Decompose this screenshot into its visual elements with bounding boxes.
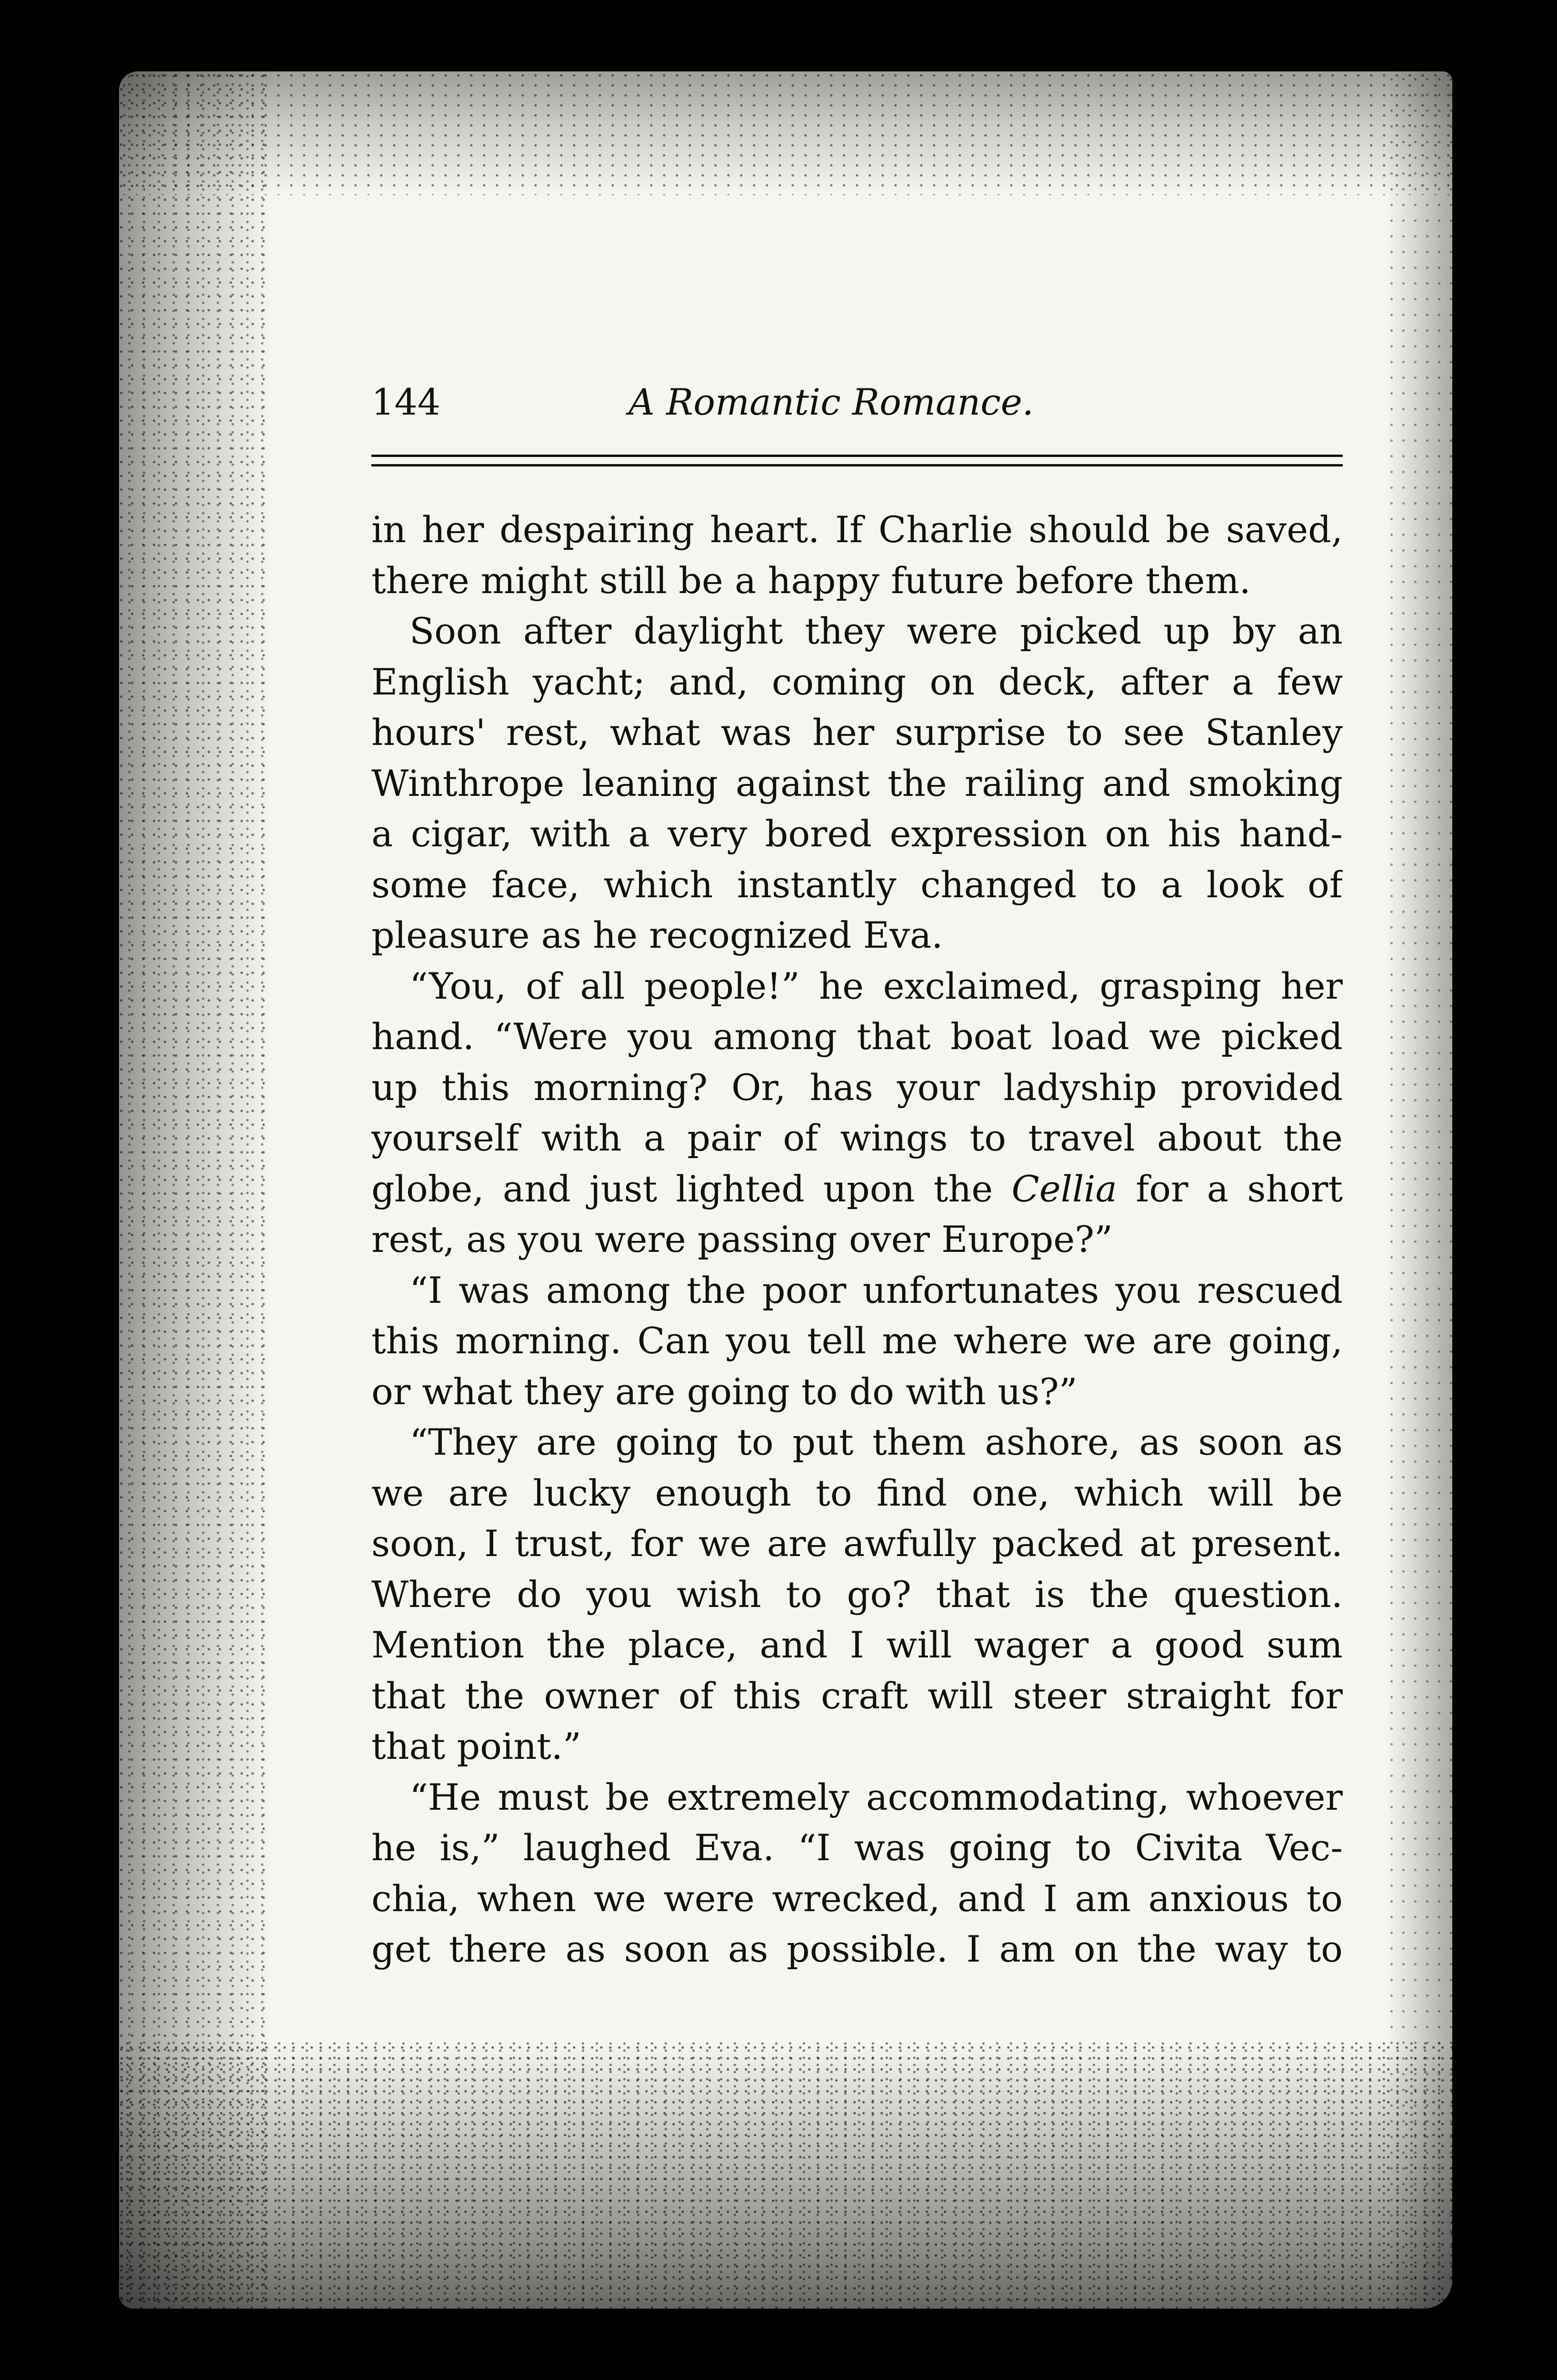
text-segment: globe, and just lighted upon the bbox=[371, 1167, 993, 1210]
worn-edge-top bbox=[119, 71, 1452, 195]
text-line: get there as soon as possible. I am on the way to bbox=[371, 1928, 1343, 1970]
text-line bbox=[371, 1164, 1343, 1215]
text-line: chia, when we were wrecked, and I am anxious to bbox=[371, 1877, 1343, 1920]
text-line: hours' rest, what was her surprise to see Stanley bbox=[371, 711, 1343, 754]
text-line: that point.” bbox=[371, 1725, 581, 1767]
text-line: English yacht; and, coming on deck, after a few bbox=[371, 660, 1343, 703]
header-rule-bottom bbox=[371, 464, 1343, 466]
text-segment: for a short bbox=[1136, 1167, 1343, 1210]
text-line: rest, as you were passing over Europe?” bbox=[371, 1218, 1113, 1260]
ship-name: Cellia bbox=[1011, 1167, 1117, 1210]
body-text bbox=[371, 505, 1343, 1975]
page-number: 144 bbox=[371, 381, 441, 423]
text-line: pleasure as he recognized Eva. bbox=[371, 914, 943, 956]
text-line: there might still be a happy future before them. bbox=[371, 559, 1251, 602]
worn-edge-left bbox=[119, 71, 271, 2309]
text-line: in her despairing heart. If Charlie should be saved, bbox=[371, 508, 1343, 551]
text-line: “They are going to put them ashore, as soon as bbox=[409, 1421, 1343, 1463]
worn-edge-bottom bbox=[119, 2042, 1452, 2309]
page-header bbox=[371, 381, 1343, 433]
text-line: a cigar, with a very bored expression on his hand- bbox=[371, 813, 1343, 855]
text-line: “He must be extremely accommodating, whoever bbox=[409, 1775, 1343, 1818]
text-line: Winthrope leaning against the railing and smoking bbox=[371, 762, 1343, 804]
header-rule-top bbox=[371, 455, 1343, 457]
text-line: yourself with a pair of wings to travel about the bbox=[371, 1117, 1343, 1159]
text-line: hand. “Were you among that boat load we picked bbox=[371, 1015, 1343, 1058]
text-line: “I was among the poor unfortunates you rescued bbox=[409, 1269, 1343, 1311]
text-line: Soon after daylight they were picked up by an bbox=[409, 610, 1343, 652]
text-line: Where do you wish to go? that is the question. bbox=[371, 1573, 1343, 1616]
text-line: “You, of all people!” he exclaimed, grasping her bbox=[409, 964, 1343, 1007]
text-line: some face, which instantly changed to a look of bbox=[371, 863, 1343, 906]
text-line: this morning. Can you tell me where we are going, bbox=[371, 1319, 1343, 1362]
text-line: that the owner of this craft will steer straight for bbox=[371, 1674, 1343, 1717]
worn-edge-right bbox=[1386, 71, 1452, 2309]
text-line: or what they are going to do with us?” bbox=[371, 1370, 1078, 1413]
text-line: Mention the place, and I will wager a good sum bbox=[371, 1624, 1343, 1666]
text-line: up this morning? Or, has your ladyship provided bbox=[371, 1066, 1343, 1109]
text-line: he is,” laughed Eva. “I was going to Civita Vec- bbox=[371, 1826, 1343, 1869]
running-title: A Romantic Romance. bbox=[629, 381, 1034, 423]
text-line: soon, I trust, for we are awfully packed at present. bbox=[371, 1522, 1343, 1565]
text-line: we are lucky enough to find one, which will be bbox=[371, 1471, 1343, 1514]
